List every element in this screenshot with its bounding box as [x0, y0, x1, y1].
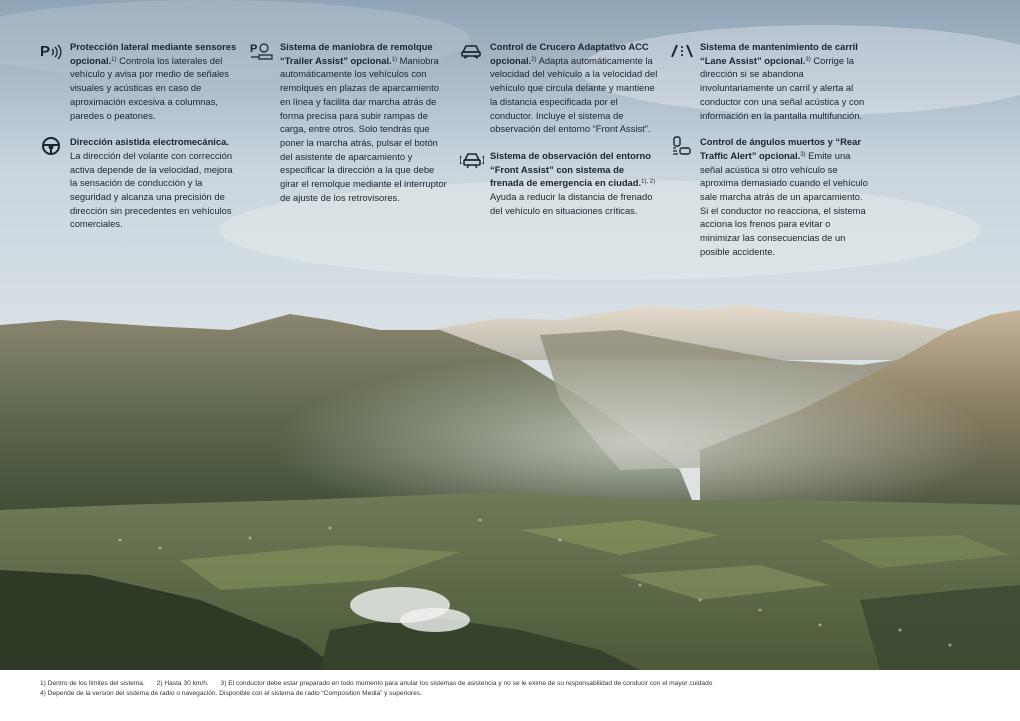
feature-text: Maniobra automáticamente los vehículos con remolques en plazas de aparcamiento en línea y facilita dar marcha atrás de forma precisa para subir rampas de carga, entre otros. Solo tendrás que poner la marcha atrás, pulsar el botón del asistente de aparcamiento y especificar la dirección a la que debe girar el remolque mediante el interruptor de ajuste de los retrovisores.: [280, 54, 447, 203]
feature-lane-assist: [670, 40, 870, 122]
trailer-assist-icon: [250, 41, 274, 61]
feature-blind-spot-rear-traffic-alert: [670, 135, 870, 258]
feature-title: Sistema de mantenimiento de carril “Lane Assist” opcional.: [700, 41, 858, 66]
svg-text:P: P: [40, 43, 51, 60]
footnote-1: 1) Dentro de los límites del sistema.: [40, 680, 145, 687]
feature-text: La dirección del volante con corrección activa depende de la velocidad, mejora la sensación de conducción y la seguridad y alcanza una precisión de dirección sin precedentes en vehículos comerciales.: [70, 149, 233, 230]
feature-title: Dirección asistida electromecánica.: [70, 136, 229, 148]
feature-electromechanical-steering: [40, 135, 240, 231]
feature-text: Corrige la dirección si se abandona involuntariamente un carril y alerta al conductor con una señal acústica y con información en la pantalla multifunción.: [700, 54, 865, 121]
footnote-ref: 3): [805, 56, 811, 63]
footnotes: [40, 679, 1000, 699]
feature-title: Control de Crucero Adaptativo ACC opcional.: [490, 41, 649, 66]
footnote-3: 3) El conductor debe estar preparado en todo momento para anular los sistemas de asistencia y no se le exime de su responsabilidad de conducir con el mayor cuidado: [220, 680, 713, 687]
feature-front-assist: [460, 149, 660, 218]
lane-assist-icon: [670, 41, 694, 61]
feature-trailer-assist: [250, 40, 450, 204]
feature-text: Controla los laterales del vehículo y avisa por medio de señales visuales y acústicas en caso de aproximación excesiva a columnas, paredes o peatones.: [70, 54, 229, 121]
feature-column-1: [40, 40, 240, 244]
feature-adaptive-cruise-control: [460, 40, 660, 136]
feature-column-2: [250, 40, 450, 217]
feature-side-protection: [40, 40, 240, 122]
blind-spot-icon: [670, 136, 694, 156]
footnote-4: 4) Depende de la versión del sistema de radio o navegación. Disponible con el sistema de radio “Composition Media” y superiores.: [40, 690, 422, 697]
footnote-ref: 1): [111, 56, 117, 63]
footnote-ref: 3): [800, 151, 806, 158]
front-assist-icon: [460, 150, 484, 170]
footnote-ref: 1), 2): [641, 179, 656, 186]
footnote-ref: 2): [531, 56, 537, 63]
feature-column-3: [460, 40, 660, 230]
steering-wheel-icon: [40, 136, 64, 156]
footnote-2: 2) Hasta 30 km/h.: [156, 680, 209, 687]
feature-column-4: [670, 40, 870, 272]
feature-text: Ayuda a reducir la distancia de frenado del vehículo en situaciones críticas.: [490, 191, 653, 216]
feature-title: Sistema de maniobra de remolque “Trailer Assist” opcional.: [280, 41, 433, 66]
park-distance-sensor-icon: [40, 41, 64, 61]
footnote-ref: 1): [391, 56, 398, 63]
feature-title: Control de ángulos muertos y “Rear Traffic Alert” opcional.: [700, 136, 861, 161]
feature-title: Sistema de observación del entorno “Front Assist” con sistema de frenada de emergencia en ciudad.: [490, 149, 651, 189]
footnote-line-1: [40, 679, 1000, 689]
feature-text: Adapta automáticamente la velocidad del vehículo a la velocidad del vehículo que circula delante y mantiene la distancia especificada por el conductor. Incluye el sistema de observación del entorno “Front Assist”.: [490, 54, 658, 135]
svg-text:P: P: [250, 43, 258, 55]
feature-text: Emite una señal acústica si otro vehículo se aproxima demasiado cuando el vehículo sale marcha atrás de un aparcamiento. Si el conductor no reacciona, el sistema acciona los frenos para evitar o minimizar las consecuencias de un posible accidente.: [700, 149, 868, 257]
feature-title: Protección lateral mediante sensores opcional.: [70, 41, 237, 66]
adaptive-cruise-control-icon: [460, 41, 484, 61]
